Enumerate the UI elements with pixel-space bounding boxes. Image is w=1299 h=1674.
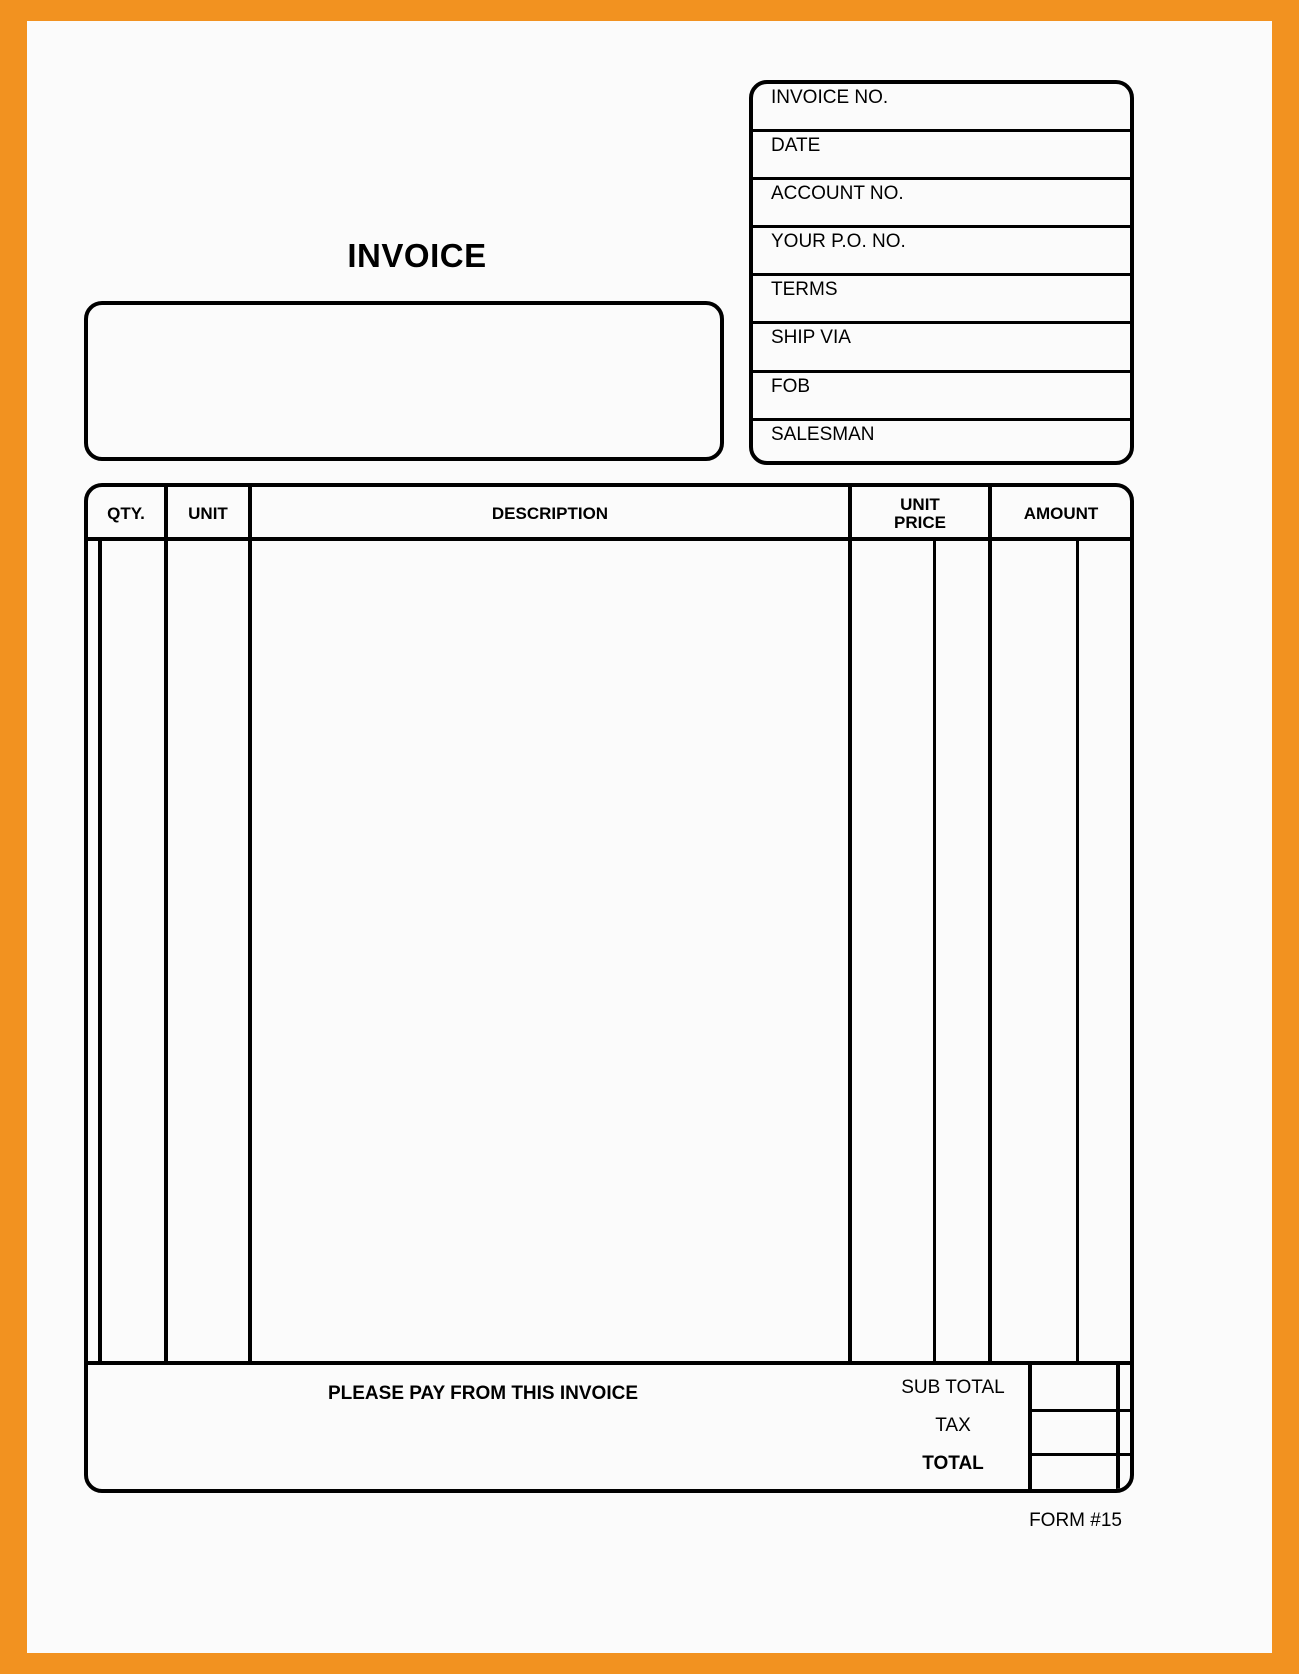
- meta-row-ship-via[interactable]: [753, 324, 1130, 372]
- meta-row-invoice-no[interactable]: [753, 84, 1130, 132]
- totals-strip: [88, 1361, 1130, 1493]
- meta-row-terms[interactable]: [753, 276, 1130, 324]
- totals-divider-left: [1028, 1365, 1032, 1493]
- meta-label-salesman: SALESMAN: [771, 423, 875, 445]
- page-orange-frame: [27, 21, 1272, 1653]
- meta-label-invoice-no: INVOICE NO.: [771, 87, 889, 108]
- table-header-row: [88, 487, 1130, 541]
- meta-label-ship-via: SHIP VIA: [771, 327, 851, 349]
- meta-label-fob: FOB: [771, 375, 811, 397]
- column-header-unit-price-line2: PRICE: [894, 513, 946, 532]
- bill-to-box[interactable]: [84, 301, 724, 461]
- table-body-blank-area[interactable]: [88, 541, 1130, 1361]
- please-pay-note: PLEASE PAY FROM THIS INVOICE: [327, 1383, 639, 1404]
- column-header-unit-price: [852, 487, 988, 541]
- body-divider-unit: [248, 541, 252, 1361]
- column-header-amount: AMOUNT: [1023, 504, 1099, 524]
- form-number: FORM #15: [1029, 1510, 1122, 1531]
- column-header-qty: QTY.: [107, 504, 145, 524]
- meta-label-terms: TERMS: [771, 279, 838, 301]
- meta-label-account-no: ACCOUNT NO.: [771, 183, 904, 205]
- invoice-meta-box: [749, 80, 1134, 465]
- meta-row-account-no[interactable]: [753, 180, 1130, 228]
- column-header-unit-price-line1: UNIT: [900, 495, 940, 515]
- meta-row-po-no[interactable]: [753, 228, 1130, 276]
- totals-row-divider-1: [1028, 1409, 1134, 1412]
- meta-row-date[interactable]: [753, 132, 1130, 180]
- body-divider-unit-price-cents: [933, 541, 936, 1361]
- totals-row-divider-2: [1028, 1453, 1134, 1456]
- meta-label-date: DATE: [771, 135, 821, 157]
- total-label: TOTAL: [922, 1453, 984, 1474]
- column-header-description: DESCRIPTION: [491, 504, 609, 524]
- sub-total-label: SUB TOTAL: [901, 1377, 1005, 1398]
- meta-row-fob[interactable]: [753, 373, 1130, 421]
- line-items-table: [84, 483, 1134, 1493]
- body-divider-description: [848, 541, 852, 1361]
- page-title: INVOICE: [347, 237, 487, 274]
- invoice-sheet: [27, 21, 1272, 1653]
- body-divider-amount-cents: [1076, 541, 1079, 1361]
- body-divider-left-edge: [98, 541, 102, 1361]
- totals-divider-cents: [1116, 1365, 1120, 1493]
- meta-label-po-no: YOUR P.O. NO.: [771, 231, 906, 253]
- column-header-unit: UNIT: [188, 504, 228, 524]
- meta-row-salesman[interactable]: [753, 421, 1130, 465]
- body-divider-unit-price: [988, 541, 992, 1361]
- body-divider-qty: [164, 541, 168, 1361]
- tax-label: TAX: [935, 1415, 971, 1436]
